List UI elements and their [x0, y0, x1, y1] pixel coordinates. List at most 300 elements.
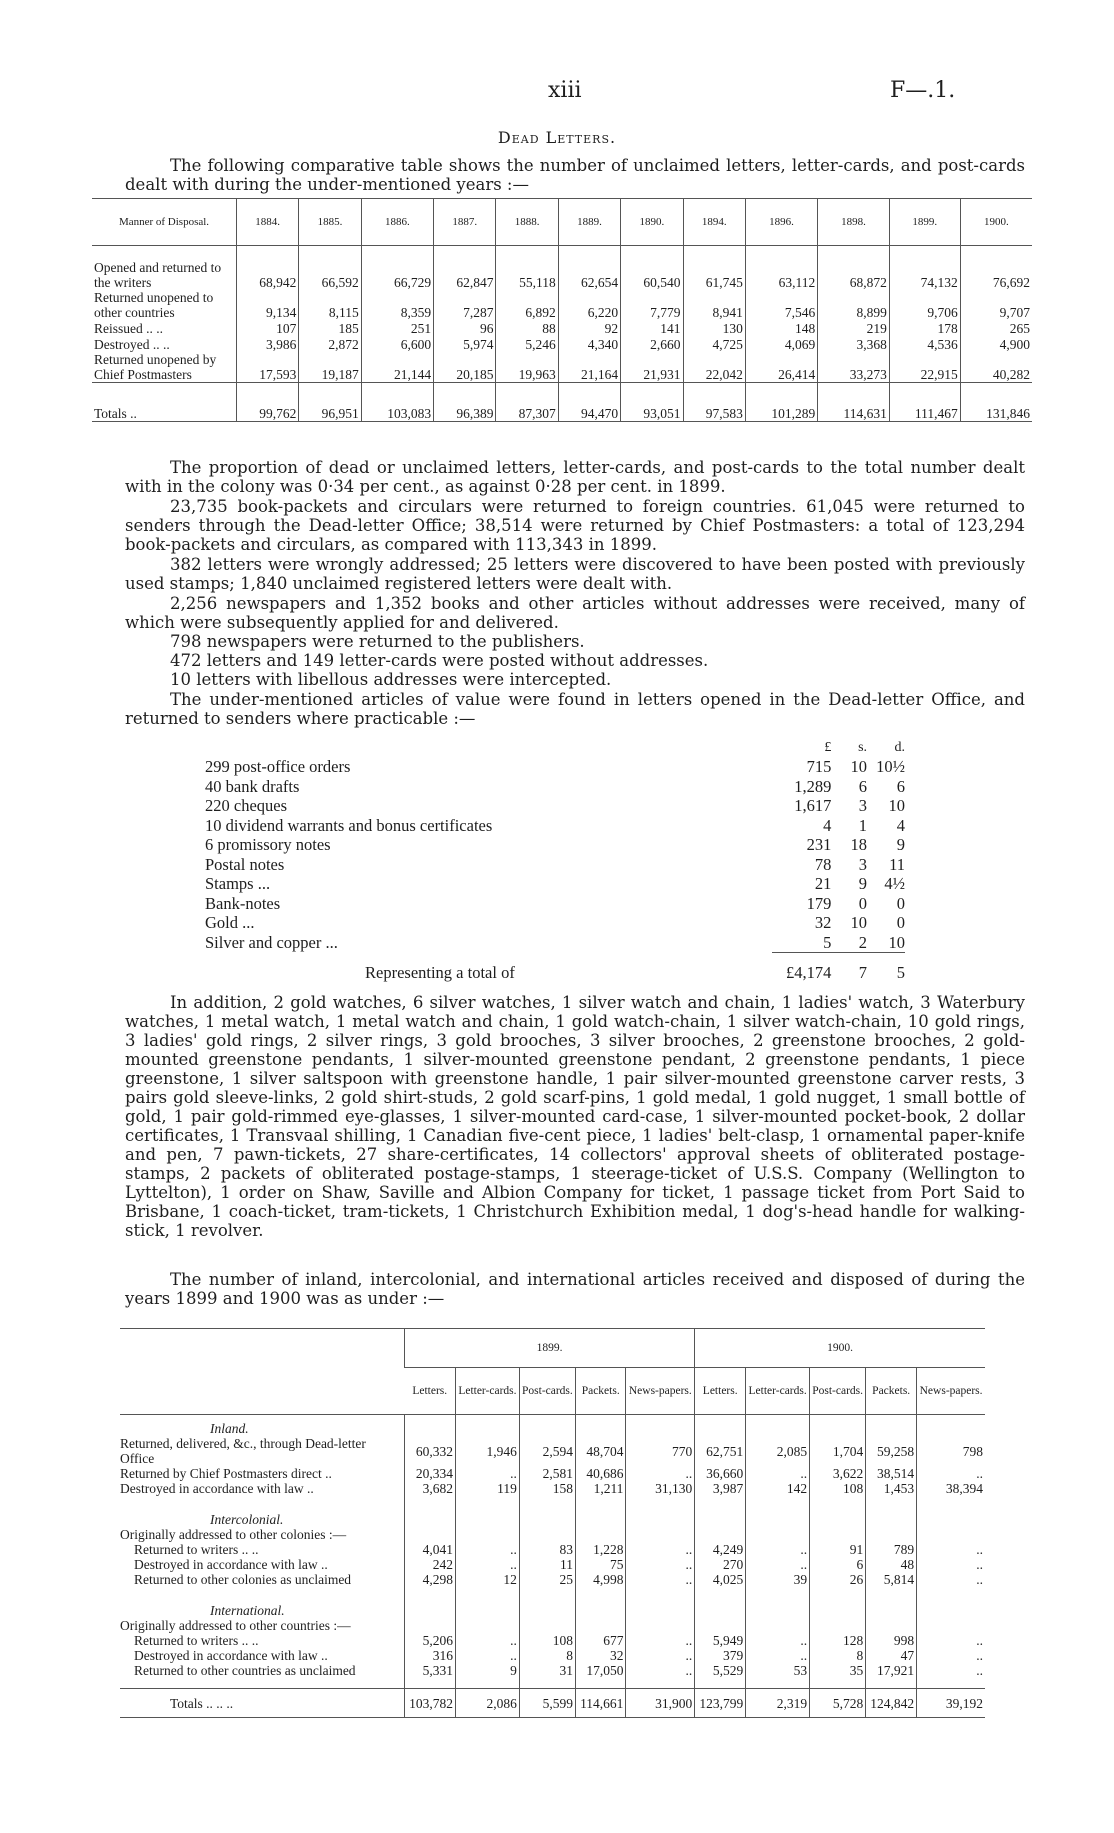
spacer-cell: [575, 1587, 625, 1597]
spacer-cell: [558, 246, 620, 261]
column-header: Letters.: [405, 1368, 456, 1415]
table-cell: 48,704: [575, 1436, 625, 1466]
table-cell: 17,050: [575, 1663, 625, 1678]
spacer-cell: [626, 1678, 695, 1689]
totals-cell: 123,799: [695, 1689, 746, 1718]
spacer-cell: [455, 1678, 519, 1689]
total-pounds: £4,174: [772, 953, 831, 983]
table-cell: 19,187: [299, 352, 361, 383]
table-cell: 38,514: [866, 1466, 917, 1481]
section-title-row: [120, 1415, 985, 1437]
amount-pence: 10½: [876, 757, 905, 777]
table-cell: ..: [917, 1572, 985, 1587]
spacer-cell: [746, 1618, 810, 1633]
spacer-cell: [434, 246, 496, 261]
spacer-cell: [405, 1506, 456, 1527]
dead-letters-comparative-table: [92, 198, 1032, 422]
year-header: 1889.: [558, 199, 620, 246]
row-label: Returned to other colonies as unclaimed: [134, 1572, 352, 1587]
table-cell: 7,779: [621, 290, 683, 320]
year-header: 1899.: [889, 199, 960, 246]
table-cell: 5,529: [695, 1663, 746, 1678]
section-title: Intercolonial.: [210, 1512, 284, 1527]
spacer-cell: [626, 1496, 695, 1506]
table-cell: 4,998: [575, 1572, 625, 1587]
item-label: [205, 933, 772, 953]
total-shillings: 7: [831, 953, 867, 983]
table-cell: 4,025: [695, 1572, 746, 1587]
row-label: Destroyed in accordance with law ..: [134, 1648, 328, 1663]
table-cell: ..: [626, 1633, 695, 1648]
totals-label: Totals ..: [94, 406, 137, 421]
table-cell: ..: [746, 1466, 810, 1481]
table-cell: 8,941: [683, 290, 745, 320]
spacer-cell: [695, 1597, 746, 1618]
spacer-cell: [496, 246, 558, 261]
amount-pounds: 1,289: [794, 776, 832, 796]
item-label-text: 40 bank drafts: [205, 776, 300, 796]
table-cell: ..: [917, 1663, 985, 1678]
table-cell: 6: [810, 1557, 866, 1572]
spacer-cell: [746, 1506, 810, 1527]
spacer-cell: [519, 1597, 575, 1618]
totals-cell: 96,389: [434, 383, 496, 422]
table-cell: 5,974: [434, 336, 496, 352]
spacer-cell: [405, 1678, 456, 1689]
item-label-text: 220 cheques: [205, 796, 288, 816]
spacer-cell: [866, 1618, 917, 1633]
table-cell: 39: [746, 1572, 810, 1587]
spacer-cell: [917, 1527, 985, 1542]
spacer-cell: [519, 1587, 575, 1597]
item-label: [205, 855, 772, 875]
table-row: [92, 260, 1032, 290]
table-cell: 242: [405, 1557, 456, 1572]
item-label-text: 299 post-office orders: [205, 757, 351, 777]
table-cell: 677: [575, 1633, 625, 1648]
spacer-cell: [626, 1587, 695, 1597]
table-cell: 91: [810, 1542, 866, 1557]
spacer-cell: [917, 1597, 985, 1618]
item-label-text: Bank-notes: [205, 893, 281, 913]
paragraph-newspapers-books: 2,256 newspapers and 1,352 books and other articles without addresses were received, many of which were subsequently applied for and delivered.: [125, 594, 1025, 632]
spacer-cell: [92, 246, 237, 261]
table-row: [120, 1663, 985, 1678]
spacer-cell: [889, 246, 960, 261]
item-label: [205, 777, 772, 797]
table-cell: 19,963: [496, 352, 558, 383]
table-row: [92, 336, 1032, 352]
item-label: [205, 835, 772, 855]
year-header: 1884.: [237, 199, 299, 246]
spacer-cell: [683, 246, 745, 261]
table-row: [120, 1436, 985, 1466]
spacer-cell: [810, 1678, 866, 1689]
amount-pence: 11: [889, 854, 905, 874]
table-cell: ..: [917, 1648, 985, 1663]
table-cell: 251: [361, 320, 433, 336]
spacer-cell: [626, 1618, 695, 1633]
spacer-cell: [455, 1527, 519, 1542]
amount-pounds: 179: [806, 893, 832, 913]
amount-pence: 4: [896, 815, 905, 835]
totals-cell: 99,762: [237, 383, 299, 422]
table-cell: 108: [810, 1481, 866, 1496]
totals-cell: 101,289: [745, 383, 817, 422]
item-label-text: Silver and copper ...: [205, 933, 338, 952]
spacer-cell: [810, 1587, 866, 1597]
row-label: Returned by Chief Postmasters direct ..: [120, 1466, 332, 1481]
spacer-cell: [810, 1496, 866, 1506]
table-cell: 62,654: [558, 260, 620, 290]
table-cell: ..: [626, 1557, 695, 1572]
table-cell: 119: [455, 1481, 519, 1496]
totals-cell: 114,661: [575, 1689, 625, 1718]
table-cell: 66,729: [361, 260, 433, 290]
spacer-cell: [810, 1415, 866, 1437]
spacer-cell: [455, 1496, 519, 1506]
table-cell: 4,249: [695, 1542, 746, 1557]
table-cell: ..: [455, 1466, 519, 1481]
table-cell: 2,660: [621, 336, 683, 352]
totals-cell: 111,467: [889, 383, 960, 422]
spacer-cell: [575, 1415, 625, 1437]
table-cell: ..: [455, 1648, 519, 1663]
table-cell: ..: [746, 1542, 810, 1557]
table-cell: 770: [626, 1436, 695, 1466]
table-cell: 53: [746, 1663, 810, 1678]
spacer-cell: [519, 1415, 575, 1437]
column-header: News-papers.: [626, 1368, 695, 1415]
spacer-cell: [455, 1587, 519, 1597]
table-cell: 55,118: [496, 260, 558, 290]
spacer-cell: [405, 1415, 456, 1437]
table-cell: ..: [455, 1557, 519, 1572]
table-cell: 4,298: [405, 1572, 456, 1587]
year-header: 1896.: [745, 199, 817, 246]
table-cell: 1,453: [866, 1481, 917, 1496]
table-row: [120, 1557, 985, 1572]
spacer-cell: [866, 1678, 917, 1689]
valuable-item: [205, 777, 905, 797]
row-label: Returned to other countries as unclaimed: [134, 1663, 356, 1678]
table-cell: ..: [917, 1466, 985, 1481]
spacer-row: [120, 1678, 985, 1689]
year-header: 1890.: [621, 199, 683, 246]
year-header: 1899.: [405, 1329, 695, 1368]
totals-cell: 5,728: [810, 1689, 866, 1718]
section-subtitle: Originally addressed to other colonies :—: [120, 1527, 347, 1542]
spacer-cell: [575, 1506, 625, 1527]
table-cell: 40,686: [575, 1466, 625, 1481]
table-cell: 25: [519, 1572, 575, 1587]
table-cell: ..: [746, 1648, 810, 1663]
unit-shillings: s.: [858, 740, 868, 755]
row-label: Returned unopened to other countries: [94, 290, 214, 320]
item-label: [205, 894, 772, 914]
table-cell: 798: [917, 1436, 985, 1466]
spacer-cell: [810, 1618, 866, 1633]
section-title: International.: [210, 1603, 285, 1618]
table-cell: 74,132: [889, 260, 960, 290]
paragraph-proportion: The proportion of dead or unclaimed letters, letter-cards, and post-cards to the total number dealt with in the colony was 0·34 per cent., as against 0·28 per cent. in 1899.: [125, 458, 1025, 496]
table-cell: ..: [626, 1466, 695, 1481]
table-cell: 22,042: [683, 352, 745, 383]
paragraph-libellous: 10 letters with libellous addresses were intercepted.: [170, 670, 612, 689]
section-title: Inland.: [210, 1421, 249, 1436]
spacer-cell: [695, 1587, 746, 1597]
table-cell: 8,115: [299, 290, 361, 320]
table-cell: 17,921: [866, 1663, 917, 1678]
table-cell: 141: [621, 320, 683, 336]
year-header: 1894.: [683, 199, 745, 246]
spacer-cell: [917, 1618, 985, 1633]
table-row: [120, 1466, 985, 1481]
table-cell: ..: [917, 1633, 985, 1648]
table-cell: 1,946: [455, 1436, 519, 1466]
column-header: Manner of Disposal.: [118, 216, 210, 228]
valuable-item: [205, 835, 905, 855]
item-label: [205, 757, 772, 777]
table-cell: 2,872: [299, 336, 361, 352]
totals-cell: 103,782: [405, 1689, 456, 1718]
spacer-cell: [405, 1587, 456, 1597]
amount-shillings: 1: [858, 815, 868, 835]
table-row: [120, 1542, 985, 1557]
table-cell: 158: [519, 1481, 575, 1496]
totals-cell: 96,951: [299, 383, 361, 422]
row-label: Reissued .. ..: [94, 321, 163, 336]
paragraph-wrongly-addressed: 382 letters were wrongly addressed; 25 letters were discovered to have been posted with previously used stamps; 1,840 unclaimed registered letters were dealt with.: [125, 555, 1025, 593]
table-cell: 60,540: [621, 260, 683, 290]
year-header: 1900.: [960, 199, 1032, 246]
totals-cell: 5,599: [519, 1689, 575, 1718]
table-cell: 5,246: [496, 336, 558, 352]
table-cell: 4,069: [745, 336, 817, 352]
spacer-cell: [917, 1415, 985, 1437]
table-cell: 4,725: [683, 336, 745, 352]
amount-shillings: 3: [858, 854, 868, 874]
totals-cell: 103,083: [361, 383, 433, 422]
amount-pence: 6: [896, 776, 905, 796]
amount-pounds: 231: [806, 835, 832, 855]
table-row: [120, 1572, 985, 1587]
spacer-cell: [575, 1496, 625, 1506]
table-cell: 88: [496, 320, 558, 336]
spacer-cell: [120, 1587, 405, 1597]
column-header: Letter-cards.: [455, 1368, 519, 1415]
row-label: Opened and returned to the writers: [94, 260, 222, 290]
table-cell: 96: [434, 320, 496, 336]
table-cell: 7,546: [745, 290, 817, 320]
spacer-cell: [695, 1678, 746, 1689]
unit-pence: d.: [894, 740, 905, 755]
table-cell: 62,751: [695, 1436, 746, 1466]
table-cell: 11: [519, 1557, 575, 1572]
column-header: Post-cards.: [519, 1368, 575, 1415]
spacer-cell: [746, 1587, 810, 1597]
table-cell: 3,682: [405, 1481, 456, 1496]
table-cell: 21,164: [558, 352, 620, 383]
spacer-cell: [866, 1527, 917, 1542]
table-cell: 26,414: [745, 352, 817, 383]
table-row: [120, 1648, 985, 1663]
amount-pence: 10: [888, 932, 905, 952]
item-label: [205, 913, 772, 933]
table-cell: 130: [683, 320, 745, 336]
table-cell: 5,206: [405, 1633, 456, 1648]
year-header: 1886.: [361, 199, 433, 246]
totals-row: [120, 1689, 985, 1718]
table-cell: ..: [917, 1542, 985, 1557]
table-cell: 265: [960, 320, 1032, 336]
total-label: Representing a total of: [365, 963, 515, 982]
spacer-cell: [575, 1527, 625, 1542]
amount-pounds: 78: [814, 854, 832, 874]
table-cell: 48: [866, 1557, 917, 1572]
item-label-text: Postal notes: [205, 854, 285, 874]
table-cell: 2,594: [519, 1436, 575, 1466]
table-row: [92, 352, 1032, 383]
item-label: [205, 874, 772, 894]
valuables-total: [205, 953, 905, 983]
spacer-cell: [120, 1496, 405, 1506]
table-cell: 92: [558, 320, 620, 336]
row-label: Returned, delivered, &c., through Dead-letter Office: [120, 1436, 366, 1466]
spacer-row: [92, 246, 1032, 261]
table-cell: 7,287: [434, 290, 496, 320]
table-cell: 108: [519, 1633, 575, 1648]
spacer-cell: [960, 246, 1032, 261]
table-cell: 59,258: [866, 1436, 917, 1466]
spacer-cell: [626, 1415, 695, 1437]
table-cell: 128: [810, 1633, 866, 1648]
intro-paragraph: The following comparative table shows the number of unclaimed letters, letter-cards, and post-cards dealt with during the under-mentioned years :—: [125, 156, 1025, 194]
table-cell: 6,220: [558, 290, 620, 320]
table-cell: 6,600: [361, 336, 433, 352]
total-pence: 5: [867, 953, 905, 983]
table-cell: 2,581: [519, 1466, 575, 1481]
table-cell: 8: [519, 1648, 575, 1663]
unit-pounds: £: [824, 740, 832, 755]
spacer-cell: [746, 1496, 810, 1506]
spacer-cell: [361, 246, 433, 261]
currency-units-row: [205, 738, 905, 757]
section-title-row: [120, 1506, 985, 1527]
table-cell: 789: [866, 1542, 917, 1557]
articles-of-value-table: [205, 738, 905, 983]
amount-pence: 10: [888, 796, 905, 816]
totals-row: [92, 383, 1032, 422]
spacer-cell: [810, 1506, 866, 1527]
blank-header: [120, 1329, 405, 1415]
paragraph-without-addresses: 472 letters and 149 letter-cards were posted without addresses.: [170, 651, 709, 670]
spacer-row: [120, 1587, 985, 1597]
spacer-cell: [575, 1597, 625, 1618]
table-cell: 9: [455, 1663, 519, 1678]
totals-cell: 131,846: [960, 383, 1032, 422]
column-header: Letter-cards.: [746, 1368, 810, 1415]
spacer-cell: [120, 1678, 405, 1689]
table-cell: 4,536: [889, 336, 960, 352]
spacer-cell: [455, 1415, 519, 1437]
table-cell: 63,112: [745, 260, 817, 290]
table-cell: 21,931: [621, 352, 683, 383]
table-cell: 9,134: [237, 290, 299, 320]
valuable-item: [205, 894, 905, 914]
valuable-item: [205, 874, 905, 894]
year-header: 1888.: [496, 199, 558, 246]
spacer-cell: [695, 1527, 746, 1542]
paragraph-articles-of-value: The under-mentioned articles of value were found in letters opened in the Dead-letter Office, and returned to senders where practicable :—: [125, 690, 1025, 728]
table-cell: ..: [626, 1572, 695, 1587]
spacer-cell: [519, 1496, 575, 1506]
table-cell: 4,340: [558, 336, 620, 352]
table-cell: ..: [455, 1542, 519, 1557]
totals-label: Totals .. .. ..: [170, 1695, 234, 1711]
table-cell: 379: [695, 1648, 746, 1663]
spacer-cell: [405, 1618, 456, 1633]
totals-cell: 31,900: [626, 1689, 695, 1718]
totals-cell: 114,631: [818, 383, 890, 422]
totals-cell: 39,192: [917, 1689, 985, 1718]
spacer-cell: [405, 1496, 456, 1506]
table-row: [120, 1481, 985, 1496]
table-cell: 3,622: [810, 1466, 866, 1481]
spacer-cell: [519, 1506, 575, 1527]
table-cell: 36,660: [695, 1466, 746, 1481]
table-cell: 33,273: [818, 352, 890, 383]
item-label-text: Stamps ...: [205, 874, 271, 894]
table-cell: 4,041: [405, 1542, 456, 1557]
spacer-cell: [455, 1618, 519, 1633]
amount-pounds: 715: [806, 757, 832, 777]
valuable-item: [205, 757, 905, 777]
spacer-cell: [866, 1496, 917, 1506]
spacer-cell: [866, 1415, 917, 1437]
page-number: xiii: [548, 78, 582, 103]
amount-shillings: 10: [850, 913, 868, 933]
spacer-cell: [917, 1678, 985, 1689]
table-cell: 8: [810, 1648, 866, 1663]
spacer-cell: [810, 1597, 866, 1618]
totals-cell: 2,086: [455, 1689, 519, 1718]
spacer-cell: [519, 1678, 575, 1689]
row-label: Destroyed in accordance with law ..: [120, 1481, 314, 1496]
totals-cell: 94,470: [558, 383, 620, 422]
row-label: Returned to writers .. ..: [134, 1633, 259, 1648]
table-cell: 3,987: [695, 1481, 746, 1496]
year-header: 1887.: [434, 199, 496, 246]
paragraph-newspapers-returned: 798 newspapers were returned to the publishers.: [170, 632, 585, 651]
amount-shillings: 18: [850, 835, 868, 855]
table-cell: 3,368: [818, 336, 890, 352]
page-header: [0, 78, 1114, 108]
table-cell: 1,211: [575, 1481, 625, 1496]
table-cell: 2,085: [746, 1436, 810, 1466]
spacer-cell: [866, 1587, 917, 1597]
item-label: [205, 816, 772, 836]
table-cell: 270: [695, 1557, 746, 1572]
table-cell: ..: [626, 1663, 695, 1678]
table-cell: 8,359: [361, 290, 433, 320]
amount-pounds: 21: [814, 874, 832, 894]
column-header: Packets.: [866, 1368, 917, 1415]
table-cell: 1,704: [810, 1436, 866, 1466]
row-label: Returned to writers .. ..: [134, 1542, 259, 1557]
table-cell: 219: [818, 320, 890, 336]
spacer-cell: [866, 1506, 917, 1527]
